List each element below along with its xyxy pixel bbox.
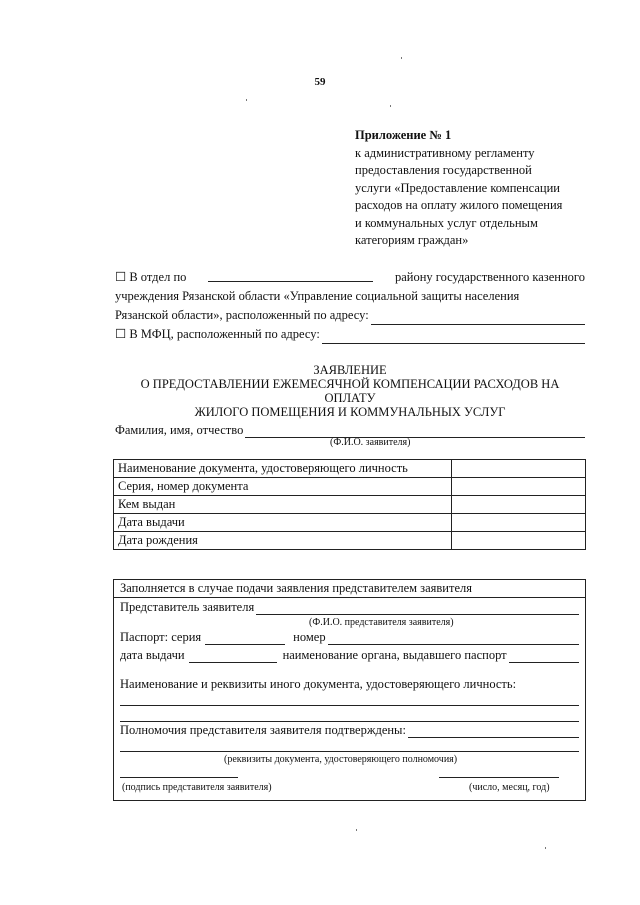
representative-name-field[interactable] [256, 601, 579, 615]
table-row [114, 532, 586, 550]
table-label: Дата рождения [114, 532, 452, 550]
table-value-field[interactable] [452, 514, 586, 532]
scan-speck [390, 105, 391, 107]
other-doc-field-2[interactable] [120, 721, 579, 722]
issuer-label: наименование органа, выдавшего паспорт [282, 648, 507, 662]
appendix-line: расходов на оплату жилого помещения [355, 198, 563, 212]
representative-caption: (Ф.И.О. представителя заявителя) [309, 617, 454, 628]
mfc-address-field[interactable] [322, 330, 585, 344]
issue-date-field[interactable] [189, 649, 277, 663]
other-doc-row [120, 677, 579, 692]
fio-field[interactable] [245, 424, 585, 438]
appendix-line: услуги «Предоставление компенсации [355, 180, 560, 195]
table-row [114, 496, 586, 514]
signature-field[interactable] [120, 777, 238, 778]
table-row [114, 478, 586, 496]
appendix-line: категориям граждан» [355, 233, 469, 247]
document-title: ЗАЯВЛЕНИЕ [313, 363, 387, 377]
authority-label: Полномочия представителя заявителя подтверждены: [120, 723, 406, 737]
date-caption: (число, месяц, год) [469, 782, 550, 793]
representative-label: Представитель заявителя [120, 600, 255, 614]
table-value-field[interactable] [452, 478, 586, 496]
applicant-fio-row [115, 423, 585, 438]
table-value-field[interactable] [452, 460, 586, 478]
table-value-field[interactable] [452, 532, 586, 550]
document-heading [115, 363, 585, 419]
passport-number-field[interactable] [328, 631, 579, 645]
table-row [114, 514, 586, 532]
recipient-option-mfc-label: ☐ В МФЦ, расположенный по адресу: [115, 327, 320, 341]
representative-header: Заполняется в случае подачи заявления представителем заявителя [120, 581, 472, 595]
recipient-line-2: учреждения Рязанской области «Управление социальной защиты населения [115, 289, 520, 303]
appendix-block [355, 127, 605, 250]
scan-speck [545, 847, 546, 849]
recipient-option-department-label: ☐ В отдел по [115, 270, 187, 284]
table-value-field[interactable] [452, 496, 586, 514]
other-doc-label: Наименование и реквизиты иного документа, удостоверяющего личность: [120, 677, 517, 691]
appendix-line: к административному регламенту [355, 145, 535, 160]
passport-row [120, 630, 579, 645]
identity-table [113, 459, 586, 550]
fio-caption: (Ф.И.О. заявителя) [330, 437, 411, 448]
scan-speck [356, 829, 357, 831]
recipient-line-3: Рязанской области», расположенный по адресу: [115, 308, 369, 322]
passport-series-field[interactable] [205, 631, 285, 645]
recipient-option-mfc[interactable] [115, 325, 585, 344]
authority-row [120, 723, 579, 738]
recipient-block [115, 268, 585, 344]
appendix-line: и коммунальных услуг отдельным [355, 215, 538, 230]
divider [114, 597, 585, 598]
table-label: Наименование документа, удостоверяющего личность [114, 460, 452, 478]
scan-speck [401, 57, 402, 59]
document-subtitle-1: О ПРЕДОСТАВЛЕНИИ ЕЖЕМЕСЯЧНОЙ КОМПЕНСАЦИИ РАСХОДОВ НА ОПЛАТУ [140, 377, 560, 405]
department-address-field[interactable] [371, 311, 585, 325]
issue-date-label: дата выдачи [120, 648, 185, 662]
representative-header-row [120, 581, 579, 596]
recipient-option-department-label-2: району государственного казенного [394, 270, 585, 284]
authority-caption: (реквизиты документа, удостоверяющего полномочия) [224, 754, 458, 765]
appendix-title: Приложение № 1 [355, 128, 452, 142]
table-label: Серия, номер документа [114, 478, 452, 496]
table-row [114, 460, 586, 478]
authority-field[interactable] [408, 724, 579, 738]
representative-box [113, 579, 586, 801]
representative-name-row [120, 600, 579, 615]
date-field[interactable] [439, 777, 559, 778]
recipient-option-department[interactable] [115, 268, 585, 287]
district-field[interactable] [208, 268, 373, 282]
fio-label: Фамилия, имя, отчество [115, 423, 244, 437]
table-label: Дата выдачи [114, 514, 452, 532]
appendix-line: предоставления государственной [355, 163, 532, 177]
table-label: Кем выдан [114, 496, 452, 514]
passport-series-label: Паспорт: серия [120, 630, 202, 644]
other-doc-field[interactable] [120, 705, 579, 706]
authority-field-2[interactable] [120, 751, 579, 752]
document-subtitle-2: ЖИЛОГО ПОМЕЩЕНИЯ И КОММУНАЛЬНЫХ УСЛУГ [194, 405, 506, 419]
issuer-field[interactable] [509, 649, 579, 663]
scan-speck [246, 99, 247, 101]
issue-row [120, 648, 579, 663]
page-number: 59 [314, 76, 326, 88]
signature-caption: (подпись представителя заявителя) [122, 782, 272, 793]
passport-number-label: номер [293, 630, 326, 644]
